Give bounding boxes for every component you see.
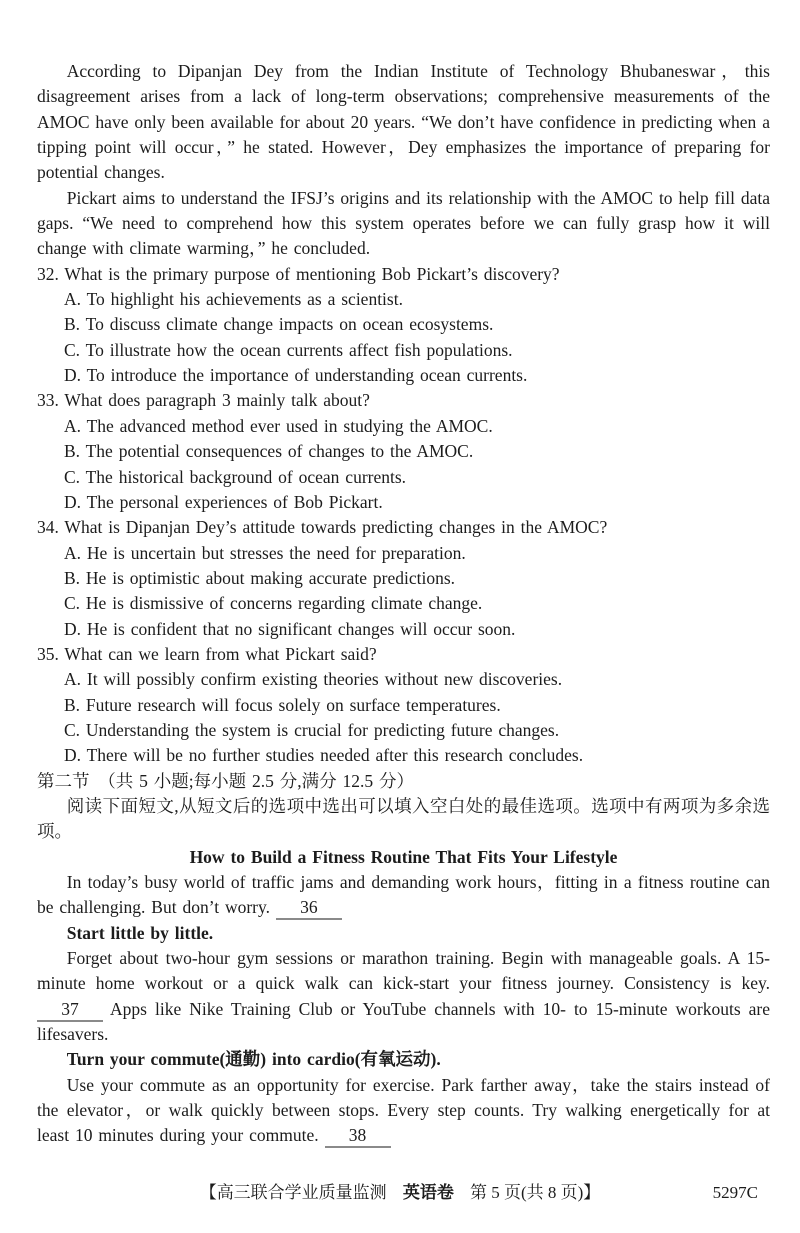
option-35-c: C. Understanding the system is crucial for predicting future changes.: [64, 719, 560, 740]
footer-subject: 英语卷: [402, 1183, 454, 1202]
footer-text: [200, 1183, 601, 1202]
option-35-a: A. It will possibly confirm existing theories without new discoveries.: [64, 669, 563, 690]
cloze-subheading-2: Turn your commute(通勤) into cardio(有氧运动).: [66, 1049, 441, 1070]
cloze-blank-36: 36: [276, 898, 342, 920]
option-35-b: B. Future research will focus solely on surface temperatures.: [64, 694, 501, 715]
option-33-a: A. The advanced method ever used in studying the AMOC.: [64, 415, 493, 436]
footer-exam-title: 高三联合学业质量监测: [216, 1183, 387, 1202]
option-33-c: C. The historical background of ocean currents.: [64, 466, 407, 487]
passage-paragraph-1: According to Dipanjan Dey from the Indian Institute of Technology Bhubaneswar，this disagreement arises from a lack of long-term observations; comprehensive measurements of the AMOC have only been available for about 20 years. “We don’t have confidence in predicting when a tipping point will occur，” he stated. However，Dey emphasizes the importance of preparing for potential changes.: [37, 61, 770, 183]
option-34-d: D. He is confident that no significant changes will occur soon.: [64, 618, 516, 639]
option-33-b: B. The potential consequences of changes to the AMOC.: [64, 441, 474, 462]
question-32: 32. What is the primary purpose of mentioning Bob Pickart’s discovery?: [37, 263, 560, 284]
option-34-c: C. He is dismissive of concerns regarding climate change.: [64, 593, 483, 614]
cloze-paragraph-3: Use your commute as an opportunity for exercise. Park farther away，take the stairs instead of the elevator，or walk quickly between stops. Every step counts. Try walking energetically for at least 10 minutes during your commute. 38: [37, 1073, 770, 1149]
option-35-d: D. There will be no further studies needed after this research concludes.: [64, 745, 584, 766]
footer-page-info: 第 5 页(共 8 页): [469, 1183, 584, 1202]
exam-content: [37, 59, 770, 1149]
question-33: 33. What does paragraph 3 mainly talk about?: [37, 390, 370, 411]
option-32-a: A. To highlight his achievements as a scientist.: [64, 289, 403, 310]
section-2-instructions: 阅读下面短文,从短文后的选项中选出可以填入空白处的最佳选项。选项中有两项为多余选项。: [37, 795, 770, 842]
cloze-passage-title: How to Build a Fitness Routine That Fits Your Lifestyle: [189, 846, 618, 867]
footer-right-bracket: 】: [583, 1183, 601, 1202]
cloze-blank-38: 38: [325, 1126, 391, 1148]
option-34-a: A. He is uncertain but stresses the need for preparation.: [64, 542, 466, 563]
option-32-c: C. To illustrate how the ocean currents affect fish populations.: [64, 339, 513, 360]
cloze-paragraph-2: Forget about two-hour gym sessions or marathon training. Begin with manageable goals. A 15-minute home workout or a quick walk can kick-start your fitness journey. Consistency is key. 37 Apps like Nike Training Club or YouTube channels with 10- to 15-minute workouts are lifesavers.: [37, 948, 770, 1045]
page-footer: [0, 1181, 800, 1205]
question-35: 35. What can we learn from what Pickart said?: [37, 643, 377, 664]
option-32-d: D. To introduce the importance of understanding ocean currents.: [64, 365, 528, 386]
passage-paragraph-2: Pickart aims to understand the IFSJ’s origins and its relationship with the AMOC to help fill data gaps. “We need to comprehend how this system operates before we can fully grasp how it will change with climate warming，” he concluded.: [37, 187, 770, 259]
footer-left-bracket: 【: [199, 1183, 217, 1202]
section-2-heading: 第二节 （共 5 小题;每小题 2.5 分,满分 12.5 分）: [37, 770, 414, 791]
cloze-subheading-1: Start little by little.: [66, 922, 214, 943]
option-33-d: D. The personal experiences of Bob Pickart.: [64, 491, 383, 512]
cloze-blank-37: 37: [37, 1000, 103, 1022]
option-34-b: B. He is optimistic about making accurate predictions.: [64, 567, 456, 588]
paper-code: 5297C: [712, 1183, 758, 1202]
cloze-paragraph-1: In today’s busy world of traffic jams and demanding work hours，fitting in a fitness routine can be challenging. But don’t worry. 36: [37, 870, 770, 921]
question-34: 34. What is Dipanjan Dey’s attitude towards predicting changes in the AMOC?: [37, 517, 608, 538]
option-32-b: B. To discuss climate change impacts on ocean ecosystems.: [64, 314, 494, 335]
